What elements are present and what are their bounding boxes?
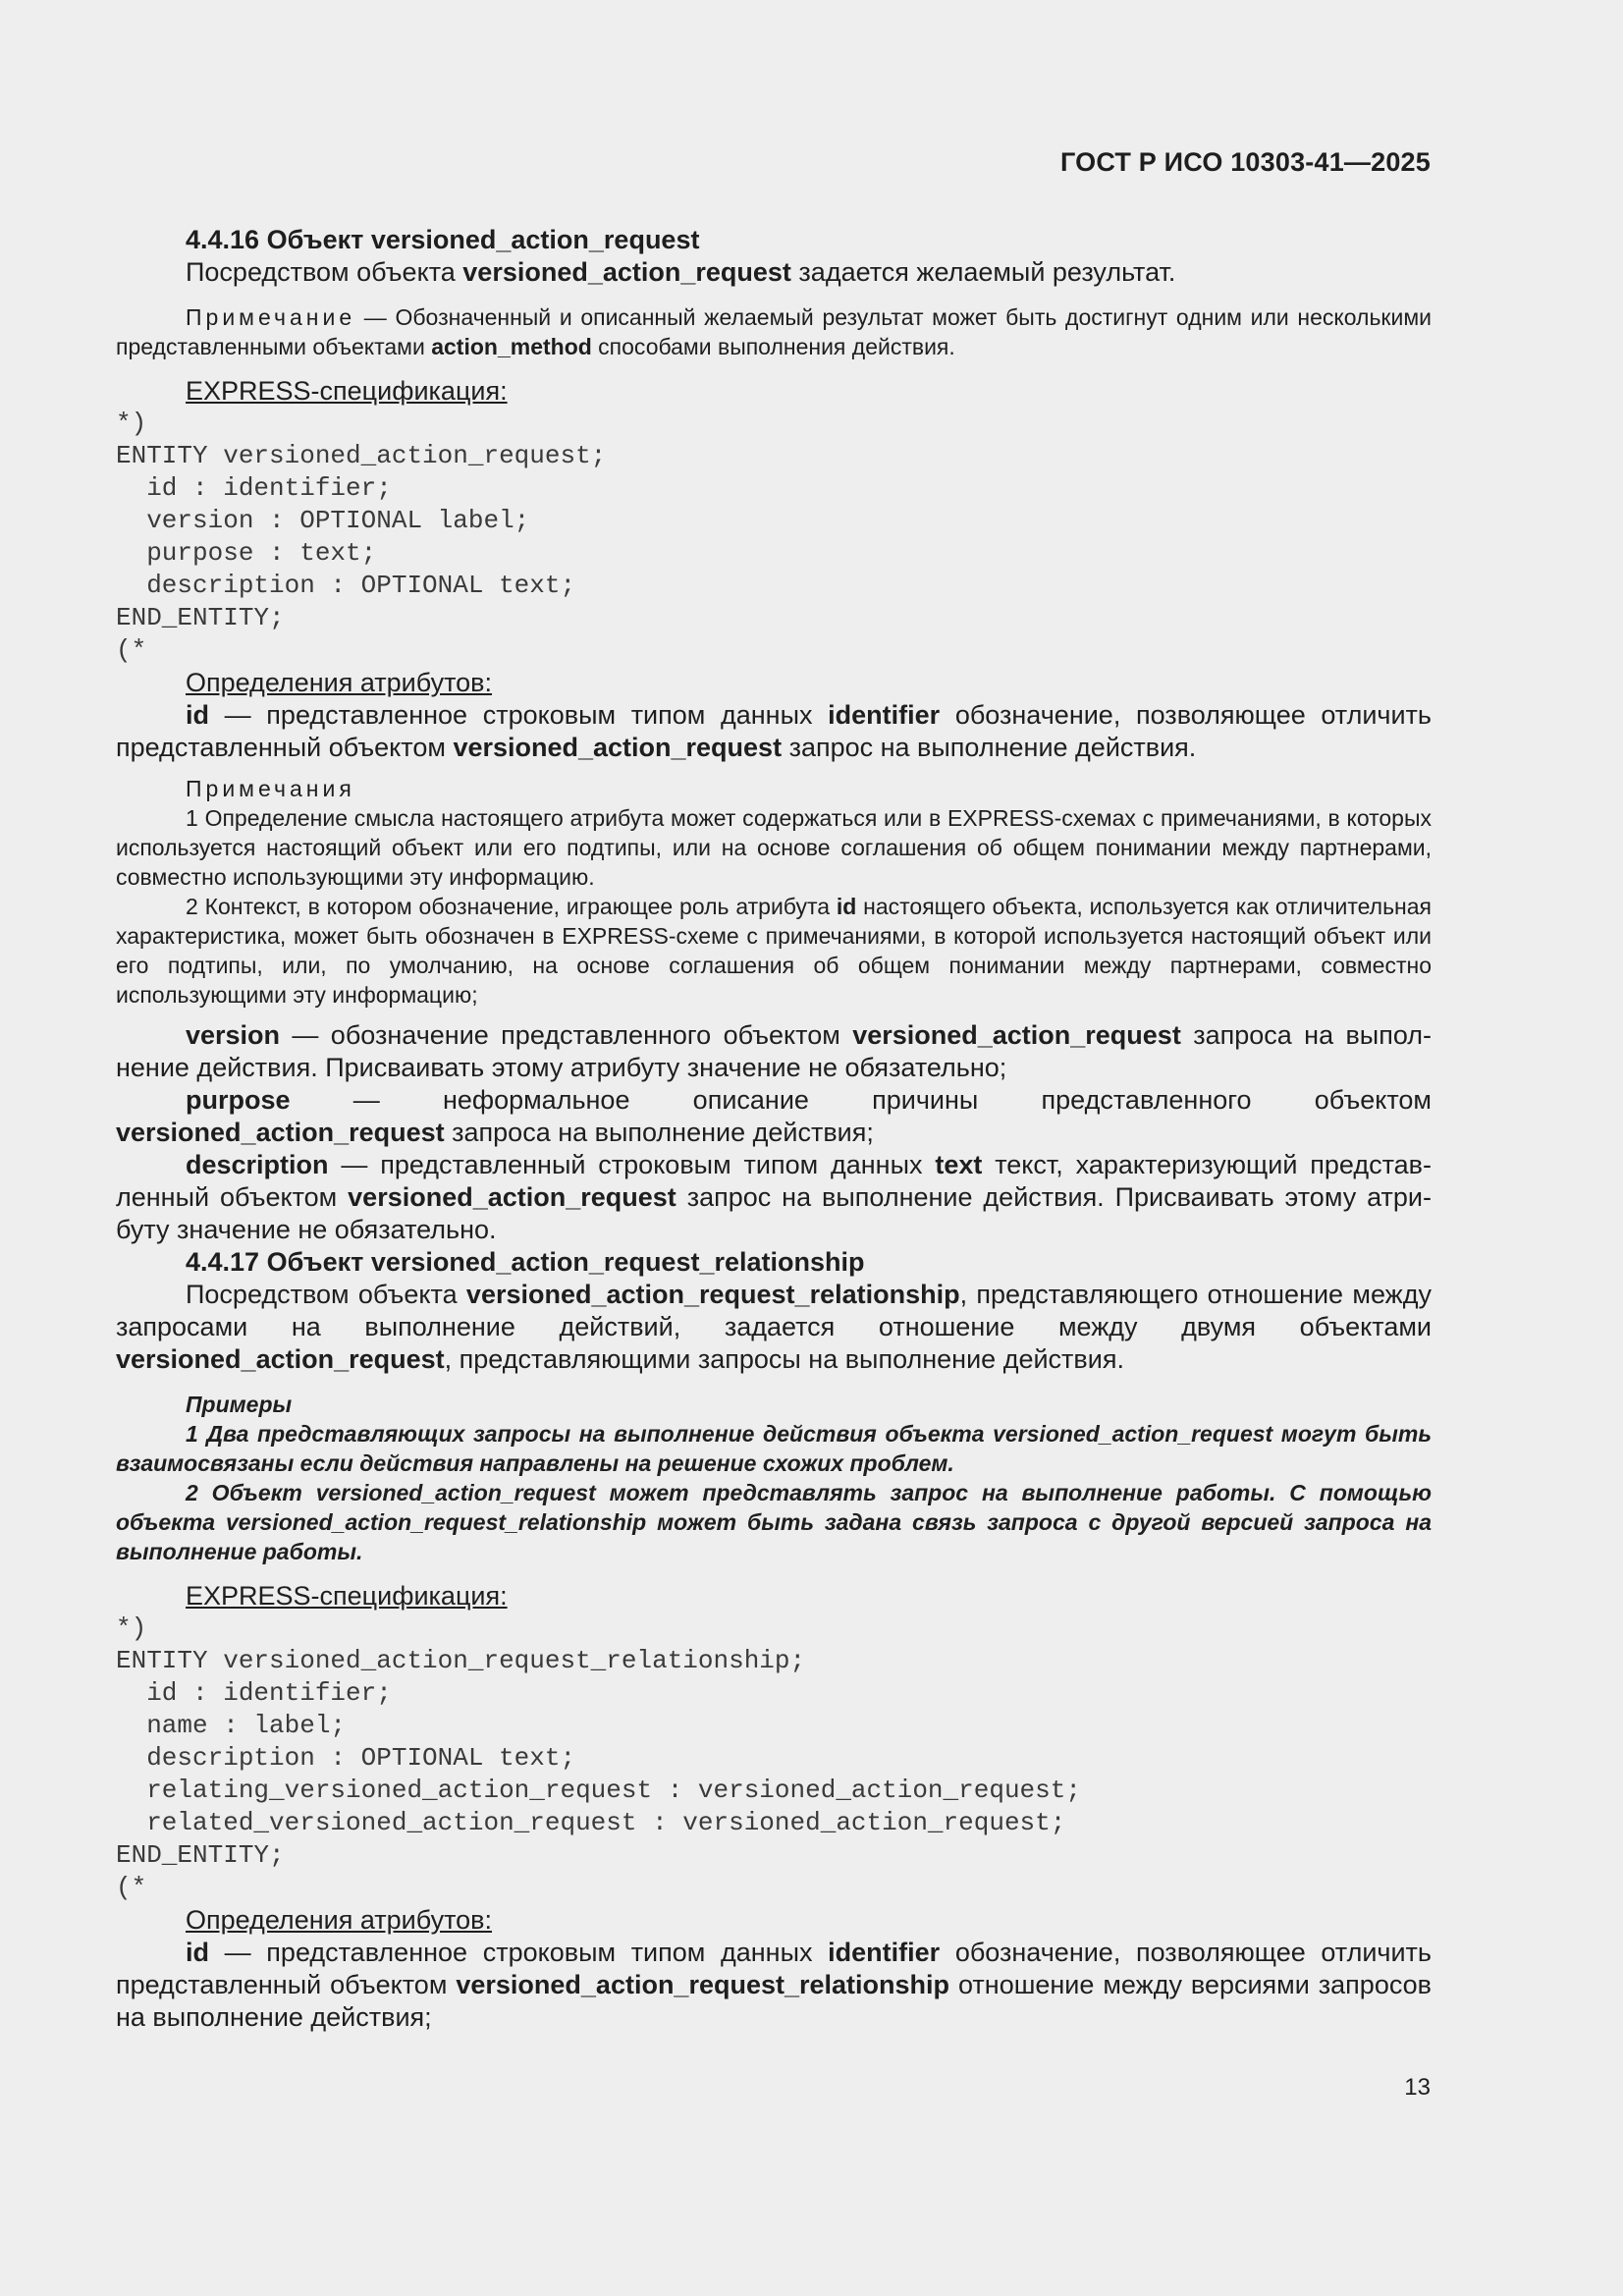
section-heading-4-4-16: 4.4.16 Объект versioned_action_request <box>186 225 700 254</box>
code-line: (* <box>116 635 147 665</box>
section-heading-4-4-17: 4.4.17 Объект versioned_action_request_relationship <box>186 1247 865 1277</box>
attribute-definitions-label: Определения атрибутов: <box>186 1905 493 1935</box>
note-1: 1 Определение смысла настоящего атрибута может содержаться или в EXPRESS-схемах с примечаниями, в которых используется настоящий объект или его подтипы, или на основе соглашения об общем понимании между партнерами, совместно использующими эту информацию. <box>116 805 1432 890</box>
code-line: purpose : text; <box>116 538 377 568</box>
page-number: 13 <box>1404 2074 1431 2101</box>
note-label: Примечание <box>186 304 356 330</box>
attribute-version-definition: version — обозначение представленного объектом versioned_action_request запроса на выполнение действия. Присваивать этому атрибуту значение не обязательно; <box>116 1020 1433 1082</box>
document-standard-header: ГОСТ Р ИСО 10303-41—2025 <box>1060 147 1431 177</box>
examples-label: Примеры <box>186 1392 293 1417</box>
code-line: id : identifier; <box>116 473 392 503</box>
page-content <box>116 224 1432 2034</box>
code-line: *) <box>116 1613 147 1643</box>
code-line: id : identifier; <box>116 1678 392 1708</box>
example-2: 2 Объект versioned_action_request может представлять запрос на выполнение работы. С помощью объекта versioned_action_request_relationship может быть задана связь запроса с другой версией запроса на выполнение работы. <box>116 1480 1432 1564</box>
attribute-id-definition: id — представленное строковым типом данных identifier обозначение, позволяющее отличить представленный объектом versioned_action_request_relationship отношение между версиями запросов на выполнение действия; <box>116 1938 1432 2032</box>
section-4-4-17-intro: Посредством объекта versioned_action_request_relationship, представляющего отношение между запросами на выполнение действий, задается отношение между двумя объектами versioned_action_request, представляющими запросы на выполнение действия. <box>116 1280 1432 1374</box>
code-line: ENTITY versioned_action_request; <box>116 441 607 470</box>
note-2: 2 Контекст, в котором обозначение, играющее роль атрибута id настоящего объекта, используется как отличительная характеристика, может быть обозначен в EXPRESS-схеме с примечаниями, в которой используется настоящий объект или его подтипы, или, по умолчанию, на основе соглашения об общем понимании между партнерами, совместно использующими эту информацию; <box>116 894 1432 1008</box>
attribute-description-definition: description — представленный строковым типом данных text текст, характеризующий представленный объектом versioned_action_request запрос на выполнение действия. Присваивать этому атрибуту значение не обязательно. <box>116 1150 1432 1244</box>
code-line: (* <box>116 1873 147 1902</box>
express-spec-label: EXPRESS-спецификация: <box>186 376 508 406</box>
code-line: name : label; <box>116 1711 347 1740</box>
express-spec-label: EXPRESS-спецификация: <box>186 1581 508 1611</box>
code-line: version : OPTIONAL label; <box>116 506 530 535</box>
express-code-block <box>116 408 1432 667</box>
section-4-4-16-intro: Посредством объекта versioned_action_request задается желаемый результат. <box>186 257 1176 287</box>
code-line: END_ENTITY; <box>116 603 285 632</box>
code-line: relating_versioned_action_request : versioned_action_request; <box>116 1776 1081 1805</box>
code-line: description : OPTIONAL text; <box>116 1743 576 1773</box>
code-line: ENTITY versioned_action_request_relationship; <box>116 1646 806 1675</box>
attribute-purpose-definition: purpose — неформальное описание причины представленного объектом versioned_action_request запроса на выполнение действия; <box>116 1085 1432 1147</box>
section-4-4-16-note: Примечание — Обозначенный и описанный желаемый результат может быть достигнут одним или несколькими представленными объектами action_method способами выполнения действия. <box>116 304 1432 359</box>
code-line: related_versioned_action_request : versioned_action_request; <box>116 1808 1066 1837</box>
code-line: description : OPTIONAL text; <box>116 571 576 600</box>
express-code-block <box>116 1613 1432 1904</box>
code-line: END_ENTITY; <box>116 1840 285 1870</box>
notes-label: Примечания <box>186 776 355 801</box>
code-line: *) <box>116 409 147 438</box>
attribute-definitions-label: Определения атрибутов: <box>186 668 493 697</box>
attribute-id-definition: id — представленное строковым типом данных identifier обозначение, позволяющее отличить представленный объектом versioned_action_request запрос на выполнение действия. <box>116 700 1432 762</box>
example-1: 1 Два представляющих запросы на выполнение действия объекта versioned_action_request могут быть взаимосвязаны если действия направлены на решение схожих проблем. <box>116 1421 1432 1476</box>
